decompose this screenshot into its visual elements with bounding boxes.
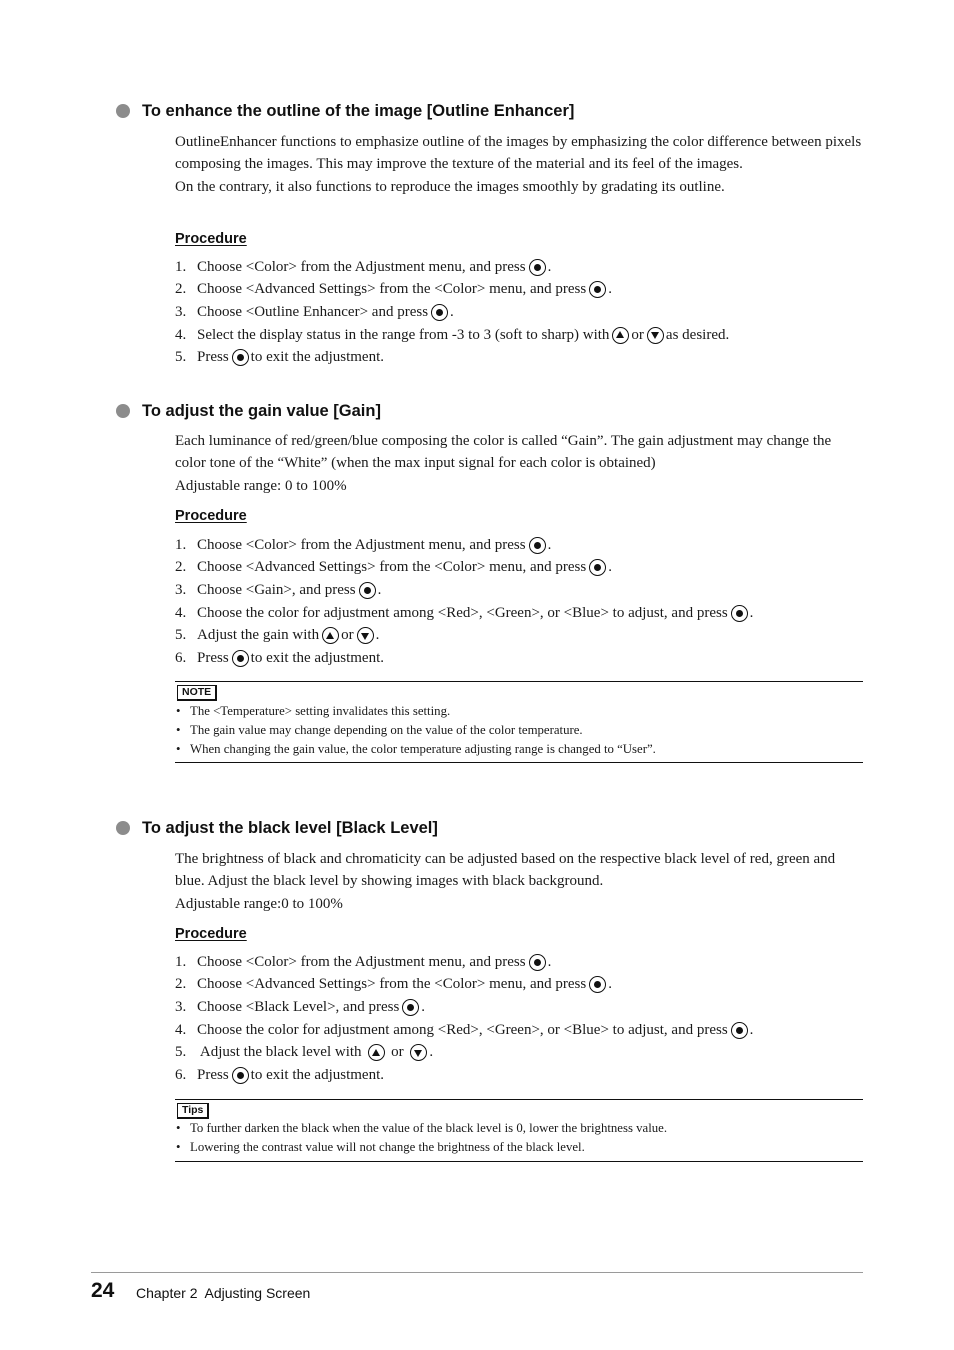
note-box xyxy=(175,681,863,763)
procedure-steps xyxy=(175,256,865,369)
section-description xyxy=(175,848,865,915)
note-item: • The gain value may change depending on the value of the color temperature. xyxy=(175,721,656,740)
tips-box xyxy=(175,1099,863,1162)
down-arrow-button-icon xyxy=(410,1044,427,1061)
up-arrow-button-icon xyxy=(612,327,629,344)
section-heading-black-level xyxy=(116,817,438,839)
procedure-step: 4. Choose the color for adjustment among <Red>, <Green>, or <Blue> to adjust, and press . xyxy=(175,1021,754,1038)
procedure-step: 3. Choose <Black Level>, and press . xyxy=(175,998,426,1015)
enter-button-icon xyxy=(232,1067,249,1084)
procedure-step: 5. Press to exit the adjustment. xyxy=(175,349,384,366)
procedure-step: 4. Choose the color for adjustment among <Red>, <Green>, or <Blue> to adjust, and press . xyxy=(175,604,754,621)
bullet-dot-icon xyxy=(116,404,130,418)
enter-button-icon xyxy=(232,349,249,366)
tips-item: • To further darken the black when the value of the black level is 0, lower the brightness value. xyxy=(175,1119,667,1138)
tips-list xyxy=(175,1119,667,1157)
procedure-step: 3. Choose <Gain>, and press . xyxy=(175,581,382,598)
tips-item: • Lowering the contrast value will not change the brightness of the black level. xyxy=(175,1138,667,1157)
procedure-step: 5. Adjust the black level with or . xyxy=(175,1044,434,1061)
bullet-dot-icon xyxy=(116,104,130,118)
heading-text: To adjust the black level [Black Level] xyxy=(142,818,438,837)
enter-button-icon xyxy=(589,281,606,298)
paragraph: Each luminance of red/green/blue composing the color is called “Gain”. The gain adjustment may change the color tone of the “White” (when the max input signal for each color is obtained) xyxy=(175,433,832,472)
page-number: 24 xyxy=(91,1279,115,1302)
procedure-step: 3. Choose <Outline Enhancer> and press . xyxy=(175,303,454,320)
procedure-step: 6. Press to exit the adjustment. xyxy=(175,1066,384,1083)
procedure-step: 1. Choose <Color> from the Adjustment menu, and press . xyxy=(175,258,552,275)
enter-button-icon xyxy=(589,976,606,993)
procedure-step: 1. Choose <Color> from the Adjustment menu, and press . xyxy=(175,953,552,970)
procedure-step: 6. Press to exit the adjustment. xyxy=(175,649,384,666)
footer-divider xyxy=(91,1272,863,1273)
enter-button-icon xyxy=(402,999,419,1016)
heading-text: To adjust the gain value [Gain] xyxy=(142,401,381,420)
paragraph: The brightness of black and chromaticity can be adjusted based on the respective black level of red, green and blue. Adjust the black level by showing images with black background. xyxy=(175,851,836,890)
procedure-step: 5. Adjust the gain with or . xyxy=(175,627,380,644)
section-description xyxy=(175,430,865,497)
enter-button-icon xyxy=(232,650,249,667)
enter-button-icon xyxy=(529,259,546,276)
section-description xyxy=(175,131,865,198)
heading-text: To enhance the outline of the image [Outline Enhancer] xyxy=(142,101,575,120)
procedure-label: Procedure xyxy=(175,926,247,942)
down-arrow-button-icon xyxy=(357,627,374,644)
up-arrow-button-icon xyxy=(322,627,339,644)
enter-button-icon xyxy=(529,954,546,971)
note-item: • The <Temperature> setting invalidates this setting. xyxy=(175,702,656,721)
paragraph: OutlineEnhancer functions to emphasize outline of the images by emphasizing the color difference between pixels composing the images. This may improve the texture of the material and its feel of the images. xyxy=(175,134,862,173)
tips-tag: Tips xyxy=(177,1103,209,1119)
procedure-steps xyxy=(175,951,865,1087)
up-arrow-button-icon xyxy=(368,1044,385,1061)
note-tag: NOTE xyxy=(177,685,217,701)
bullet-dot-icon xyxy=(116,821,130,835)
procedure-step: 4. Select the display status in the range from -3 to 3 (soft to sharp) with or as desired. xyxy=(175,326,730,343)
enter-button-icon xyxy=(731,605,748,622)
procedure-steps xyxy=(175,534,865,670)
procedure-label: Procedure xyxy=(175,508,247,524)
enter-button-icon xyxy=(431,304,448,321)
paragraph: Adjustable range:0 to 100% xyxy=(175,895,343,912)
enter-button-icon xyxy=(529,537,546,554)
section-heading-outline-enhancer xyxy=(116,100,574,122)
procedure-step: 2. Choose <Advanced Settings> from the <Color> menu, and press . xyxy=(175,281,612,298)
procedure-label: Procedure xyxy=(175,231,247,247)
enter-button-icon xyxy=(731,1022,748,1039)
paragraph: Adjustable range: 0 to 100% xyxy=(175,477,347,494)
procedure-step: 2. Choose <Advanced Settings> from the <Color> menu, and press . xyxy=(175,976,612,993)
section-heading-gain xyxy=(116,400,381,422)
enter-button-icon xyxy=(359,582,376,599)
enter-button-icon xyxy=(589,559,606,576)
note-item: • When changing the gain value, the color temperature adjusting range is changed to “User”. xyxy=(175,740,656,759)
paragraph: On the contrary, it also functions to reproduce the images smoothly by gradating its outline. xyxy=(175,178,725,195)
procedure-step: 2. Choose <Advanced Settings> from the <Color> menu, and press . xyxy=(175,559,612,576)
down-arrow-button-icon xyxy=(647,327,664,344)
note-list xyxy=(175,702,656,759)
procedure-step: 1. Choose <Color> from the Adjustment menu, and press . xyxy=(175,536,552,553)
chapter-title: Chapter 2 Adjusting Screen xyxy=(136,1285,311,1301)
